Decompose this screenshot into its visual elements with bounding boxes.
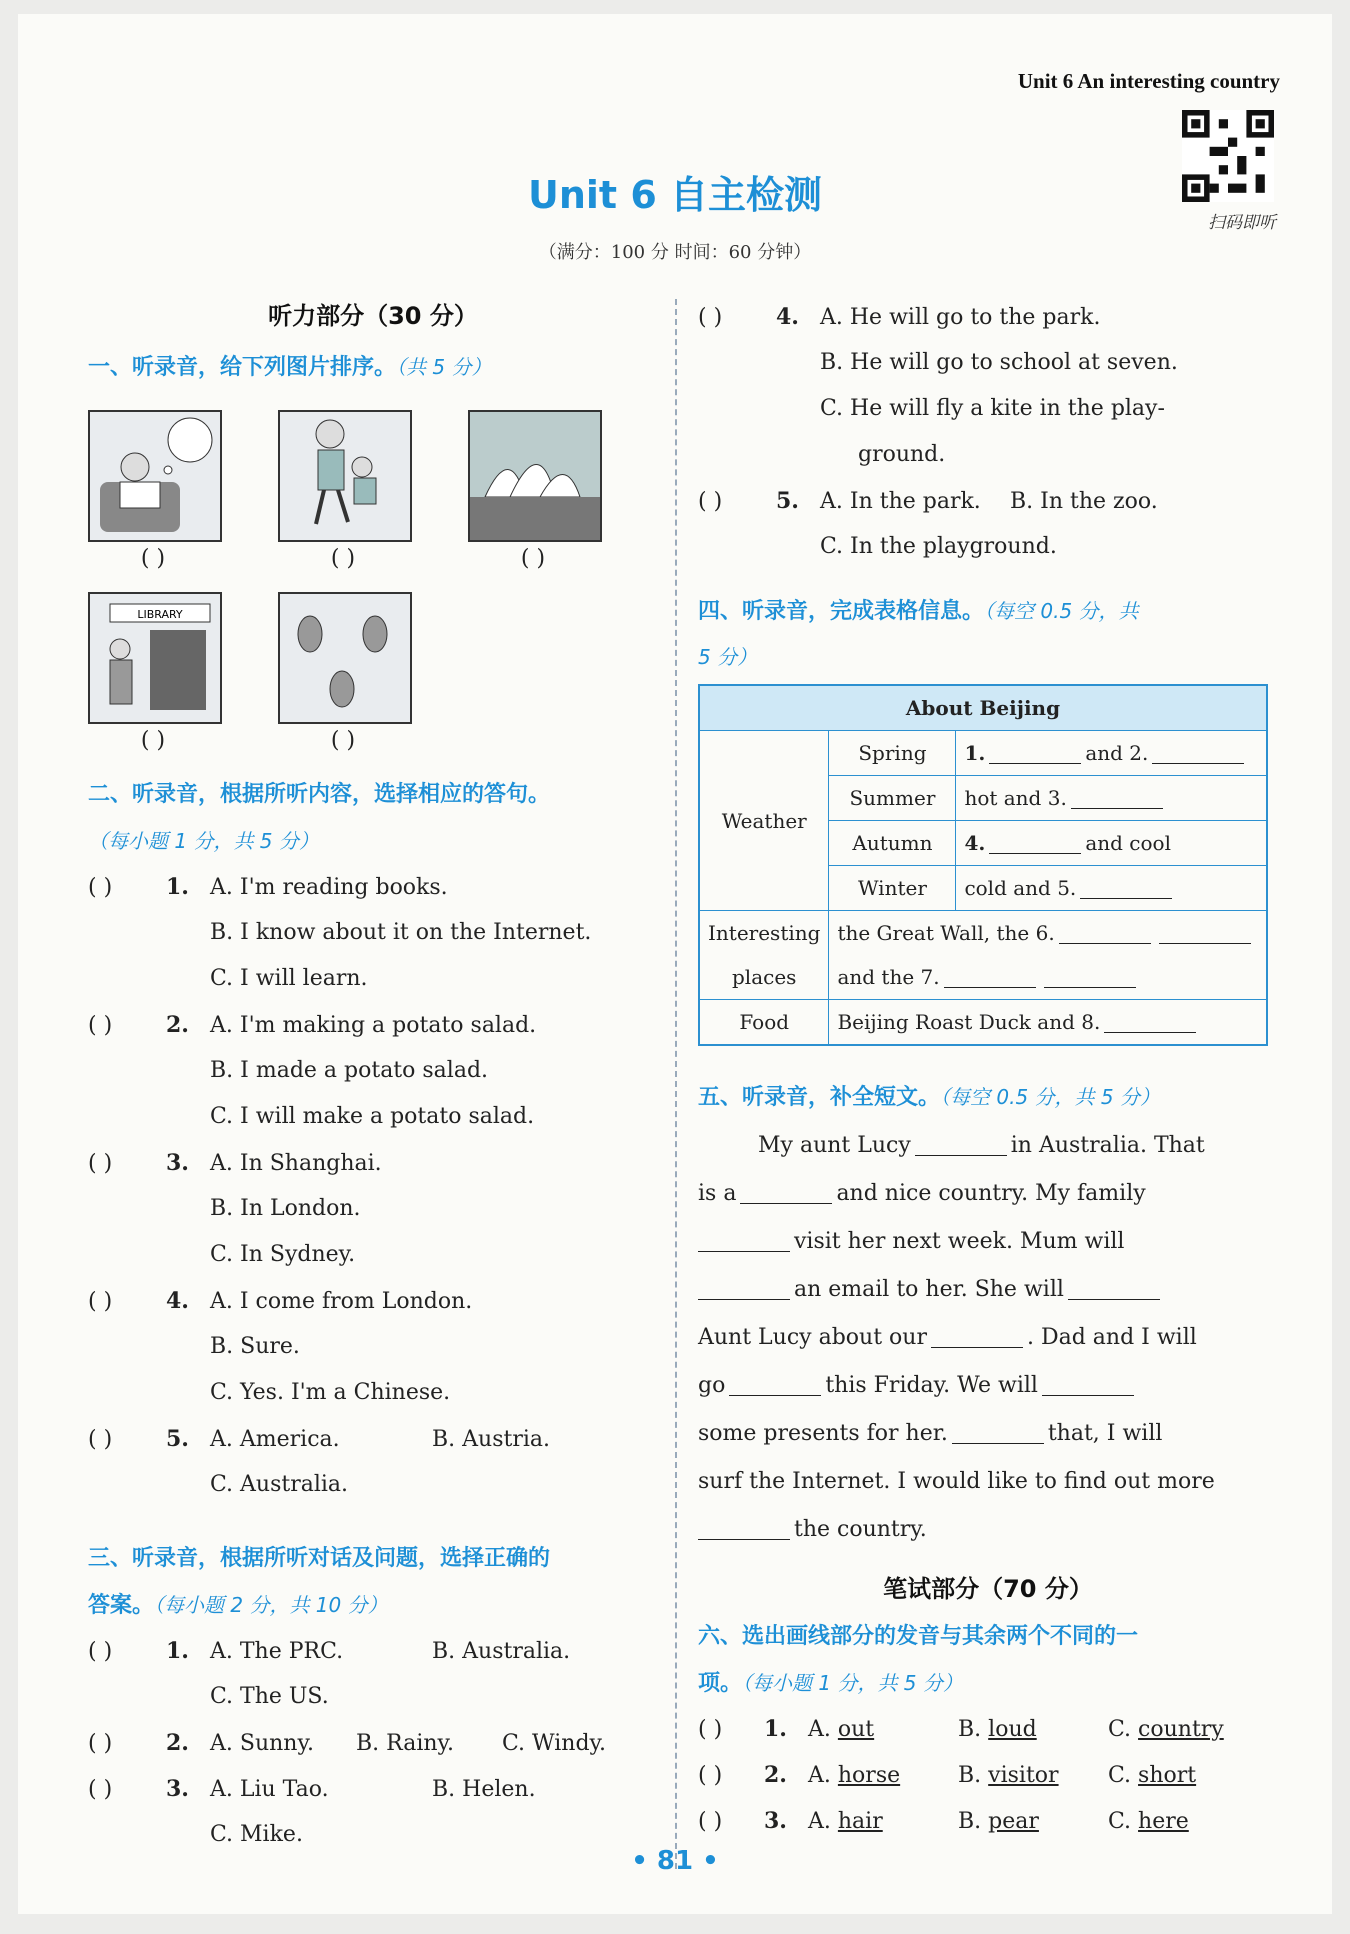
option-letter: C.	[1108, 1809, 1132, 1834]
option: C. I will learn.	[210, 966, 368, 991]
section-5-title	[698, 1074, 1298, 1121]
question-row	[88, 1416, 658, 1462]
option-row	[88, 1048, 658, 1094]
option-row	[88, 1462, 658, 1508]
passage-line	[698, 1170, 1278, 1218]
passage	[698, 1122, 1278, 1554]
section-3-title: 三、听录音，根据所听对话及问题，选择正确的	[88, 1546, 551, 1571]
passage-text: go	[698, 1373, 726, 1398]
option: A. I come from London.	[210, 1289, 473, 1314]
section-3-questions-right	[698, 294, 1298, 570]
option-letter: C.	[1108, 1717, 1132, 1742]
option-row	[698, 386, 1298, 432]
option-letter: A.	[808, 1717, 831, 1742]
option-word: visitor	[988, 1763, 1059, 1788]
section-note: （每小题 1 分，共 5 分）	[88, 829, 319, 853]
option-row	[698, 340, 1298, 386]
question-number: 3.	[166, 1150, 189, 1176]
option: B. Australia.	[432, 1639, 571, 1664]
page-subtitle: （满分：100 分 时间：60 分钟）	[538, 242, 812, 263]
passage-text: My aunt Lucy	[758, 1133, 911, 1158]
answer-blank[interactable]	[1044, 965, 1136, 988]
question-number: 5.	[776, 488, 799, 514]
listening-heading: 听力部分（30 分）	[268, 302, 478, 330]
passage-text: and nice country. My family	[836, 1181, 1146, 1206]
answer-paren[interactable]: ( )	[698, 1763, 723, 1788]
section-6-questions	[698, 1706, 1298, 1844]
section-3-title-cont	[88, 1582, 658, 1629]
season-cell: Autumn	[829, 821, 956, 866]
section-2-questions	[88, 864, 658, 1508]
answer-blank[interactable]	[698, 1277, 790, 1300]
section-note: （每空 0.5 分，共	[984, 599, 1139, 623]
option: C. In Sydney.	[210, 1242, 356, 1267]
option: A. He will go to the park.	[820, 305, 1101, 330]
option-letter: A.	[808, 1809, 831, 1834]
library-picture	[88, 592, 222, 724]
option-row	[88, 1186, 658, 1232]
connector-text: cold and 5.	[964, 876, 1077, 900]
option: A. I'm reading books.	[210, 875, 448, 900]
option-row	[88, 1674, 658, 1720]
picture-answer-3[interactable]: ( )	[520, 546, 546, 571]
question-number: 3.	[764, 1808, 787, 1834]
option: A. Liu Tao.	[210, 1777, 329, 1802]
section-note: 5 分）	[698, 645, 758, 669]
option: B. In London.	[210, 1196, 361, 1221]
passage-line	[698, 1122, 1278, 1170]
children-running-icon	[280, 412, 410, 540]
question-row	[88, 1720, 658, 1766]
section-note: （每小题 2 分，共 10 分）	[154, 1593, 388, 1617]
answer-paren[interactable]: ( )	[88, 1151, 113, 1176]
worksheet-page	[18, 14, 1332, 1914]
question-row	[698, 294, 1298, 340]
answer-paren[interactable]: ( )	[88, 1777, 113, 1802]
answer-blank[interactable]	[1059, 921, 1151, 944]
question-number: 1.	[166, 1638, 189, 1664]
passage-line	[698, 1362, 1278, 1410]
blank-number: 4.	[964, 831, 986, 855]
option-row	[88, 1324, 658, 1370]
page-number: • 81 •	[631, 1846, 719, 1876]
option: B. Sure.	[210, 1334, 300, 1359]
kangaroo-icon	[280, 594, 410, 722]
answer-blank[interactable]	[1068, 1277, 1160, 1300]
option-word: horse	[837, 1763, 901, 1788]
beijing-info-table	[698, 684, 1268, 1046]
passage-text: that, I will	[1047, 1421, 1163, 1446]
option: A. The PRC.	[210, 1639, 344, 1664]
answer-blank[interactable]	[944, 965, 1036, 988]
answer-blank[interactable]	[1159, 921, 1251, 944]
answer-paren[interactable]: ( )	[698, 1717, 723, 1742]
answer-blank[interactable]	[1080, 876, 1172, 899]
food-label: Food	[699, 1000, 829, 1046]
option-word: loud	[988, 1717, 1037, 1742]
section-title-text: 五、听录音，补全短文。	[698, 1085, 941, 1110]
passage-text: surf the Internet. I would like to find out more	[698, 1469, 1215, 1494]
section-3-questions-left	[88, 1628, 658, 1858]
section-note: （每空 0.5 分，共 5 分）	[940, 1085, 1160, 1109]
option-word: short	[1138, 1763, 1197, 1788]
season-cell: Spring	[829, 731, 956, 776]
answer-blank[interactable]	[931, 1325, 1023, 1348]
section-6-title: 六、选出画线部分的发音与其余两个不同的一	[698, 1624, 1139, 1649]
option-word: pear	[988, 1809, 1039, 1834]
label-text: places	[732, 965, 797, 989]
option: C. Yes. I'm a Chinese.	[210, 1380, 451, 1405]
passage-text: visit her next week. Mum will	[794, 1229, 1125, 1254]
option-word: hair	[837, 1809, 883, 1834]
answer-blank[interactable]	[915, 1133, 1007, 1156]
option: C. Windy.	[502, 1731, 607, 1756]
answer-paren[interactable]: ( )	[88, 1013, 113, 1038]
answer-blank[interactable]	[989, 831, 1081, 854]
picture-answer-4[interactable]: ( )	[140, 728, 166, 753]
option-word: out	[837, 1717, 875, 1742]
option: A. In Shanghai.	[210, 1151, 382, 1176]
option: B. Rainy.	[356, 1731, 455, 1756]
places-value	[829, 911, 1267, 1000]
answer-blank[interactable]	[1042, 1373, 1134, 1396]
section-1-title	[88, 344, 658, 391]
question-number: 1.	[764, 1716, 787, 1742]
option-letter: B.	[958, 1809, 982, 1834]
blank-number: 1.	[964, 741, 986, 765]
season-value	[956, 866, 1267, 911]
answer-paren[interactable]: ( )	[88, 1639, 113, 1664]
connector-text: and the 7.	[837, 965, 940, 989]
question-row	[88, 1278, 658, 1324]
option: C. In the playground.	[820, 534, 1057, 559]
answer-blank[interactable]	[989, 741, 1081, 764]
passage-text: in Australia. That	[1010, 1133, 1205, 1158]
qr-label: 扫码即听	[1208, 213, 1276, 233]
option-letter: C.	[1108, 1763, 1132, 1788]
passage-line	[698, 1218, 1278, 1266]
running-boys-picture	[278, 410, 412, 542]
option-word: here	[1138, 1809, 1189, 1834]
option: C. He will fly a kite in the play-	[820, 396, 1165, 421]
column-divider	[675, 299, 677, 1869]
passage-line	[698, 1410, 1278, 1458]
section-note: （每小题 1 分，共 5 分）	[742, 1671, 963, 1695]
library-icon	[90, 594, 220, 722]
question-number: 2.	[166, 1730, 189, 1756]
section-note: （共 5 分）	[396, 355, 492, 379]
option: B. I made a potato salad.	[210, 1058, 489, 1083]
season-value	[956, 776, 1267, 821]
option: C. The US.	[210, 1684, 329, 1709]
option: C. Mike.	[210, 1822, 303, 1847]
answer-paren[interactable]: ( )	[698, 305, 723, 330]
svg-text:LIBRARY: LIBRARY	[137, 608, 183, 621]
answer-paren[interactable]: ( )	[698, 1809, 723, 1834]
option-letter: A.	[808, 1763, 831, 1788]
answer-blank[interactable]	[952, 1421, 1044, 1444]
option-row	[88, 1232, 658, 1278]
man-reading-icon	[90, 412, 220, 540]
option-letter: B.	[958, 1717, 982, 1742]
question-row	[88, 1628, 658, 1674]
section-4-title	[698, 588, 1298, 635]
option: B. Austria.	[432, 1427, 551, 1452]
question-number: 2.	[166, 1012, 189, 1038]
answer-paren[interactable]: ( )	[698, 489, 723, 514]
section-4-note-cont	[698, 634, 1298, 681]
question-row	[88, 1002, 658, 1048]
writing-heading: 笔试部分（70 分）	[883, 1575, 1093, 1603]
page-title: Unit 6 自主检测	[528, 173, 822, 217]
answer-paren[interactable]: ( )	[88, 1289, 113, 1314]
opera-house-picture	[468, 410, 602, 542]
option-row	[88, 1370, 658, 1416]
section-6-title-cont	[698, 1660, 1298, 1707]
question-row	[88, 1766, 658, 1812]
question-row	[698, 478, 1298, 524]
passage-text: . Dad and I will	[1026, 1325, 1197, 1350]
option: C. I will make a potato salad.	[210, 1104, 535, 1129]
question-number: 3.	[166, 1776, 189, 1802]
passage-line	[698, 1506, 1278, 1554]
opera-house-icon	[470, 412, 600, 540]
passage-line	[698, 1266, 1278, 1314]
passage-text: Aunt Lucy about our	[698, 1325, 927, 1350]
connector-text: the Great Wall, the 6.	[837, 921, 1055, 945]
option-word: country	[1138, 1717, 1224, 1742]
connector-text: and 2.	[1085, 741, 1149, 765]
question-row	[698, 1798, 1298, 1844]
option: A. Sunny.	[210, 1731, 314, 1756]
kangaroos-picture	[278, 592, 412, 724]
connector-text: and cool	[1085, 831, 1171, 855]
section-title-text: 一、听录音，给下列图片排序。	[88, 355, 397, 380]
connector-text: hot and 3.	[964, 786, 1067, 810]
option-row	[698, 432, 1298, 478]
question-row	[698, 1752, 1298, 1798]
option: A. In the park.	[820, 489, 981, 514]
answer-blank[interactable]	[729, 1373, 821, 1396]
answer-blank[interactable]	[740, 1181, 832, 1204]
picture-answer-5[interactable]: ( )	[330, 728, 356, 753]
question-row	[88, 1140, 658, 1186]
option: B. I know about it on the Internet.	[210, 920, 592, 945]
answer-blank[interactable]	[1152, 741, 1244, 764]
option: B. In the zoo.	[1010, 489, 1158, 514]
passage-text: this Friday. We will	[825, 1373, 1038, 1398]
season-cell: Winter	[829, 866, 956, 911]
passage-text: an email to her. She will	[794, 1277, 1064, 1302]
answer-blank[interactable]	[698, 1517, 790, 1540]
passage-text: some presents for her.	[698, 1421, 948, 1446]
question-row	[88, 864, 658, 910]
option: C. Australia.	[210, 1472, 349, 1497]
answer-paren[interactable]: ( )	[88, 875, 113, 900]
section-2-title: 二、听录音，根据所听内容，选择相应的答句。	[88, 782, 551, 807]
section-title-text: 项。	[698, 1671, 743, 1696]
weather-label: Weather	[699, 731, 829, 911]
question-number: 5.	[166, 1426, 189, 1452]
places-label	[699, 911, 829, 1000]
season-value	[956, 821, 1267, 866]
section-title-text: 四、听录音，完成表格信息。	[698, 599, 985, 624]
question-number: 4.	[776, 304, 799, 330]
table-header: About Beijing	[699, 685, 1267, 731]
picture-answer-1[interactable]: ( )	[140, 546, 166, 571]
answer-blank[interactable]	[698, 1229, 790, 1252]
option: B. He will go to school at seven.	[820, 350, 1178, 375]
question-number: 1.	[166, 874, 189, 900]
option-row	[698, 524, 1298, 570]
unit-header: Unit 6 An interesting country	[1017, 69, 1280, 93]
question-row	[698, 1706, 1298, 1752]
question-number: 2.	[764, 1762, 787, 1788]
food-value	[829, 1000, 1267, 1046]
answer-blank[interactable]	[1104, 1010, 1196, 1033]
question-number: 4.	[166, 1288, 189, 1314]
section-title-text: 答案。	[88, 1593, 155, 1618]
section-2-note	[88, 818, 658, 865]
passage-text: is a	[698, 1181, 737, 1206]
picture-answer-2[interactable]: ( )	[330, 546, 356, 571]
season-value	[956, 731, 1267, 776]
passage-line	[698, 1314, 1278, 1362]
passage-line	[698, 1458, 1278, 1506]
option: ground.	[858, 442, 946, 467]
connector-text: Beijing Roast Duck and 8.	[837, 1010, 1101, 1034]
label-text: Interesting	[708, 921, 821, 945]
option: B. Helen.	[432, 1777, 536, 1802]
option-row	[88, 1094, 658, 1140]
option-letter: B.	[958, 1763, 982, 1788]
passage-text: the country.	[794, 1517, 927, 1542]
answer-paren[interactable]: ( )	[88, 1427, 113, 1452]
option-row	[88, 956, 658, 1002]
option: A. America.	[210, 1427, 340, 1452]
reading-man-picture	[88, 410, 222, 542]
answer-blank[interactable]	[1071, 786, 1163, 809]
option-row	[88, 910, 658, 956]
answer-paren[interactable]: ( )	[88, 1731, 113, 1756]
option: A. I'm making a potato salad.	[210, 1013, 537, 1038]
season-cell: Summer	[829, 776, 956, 821]
